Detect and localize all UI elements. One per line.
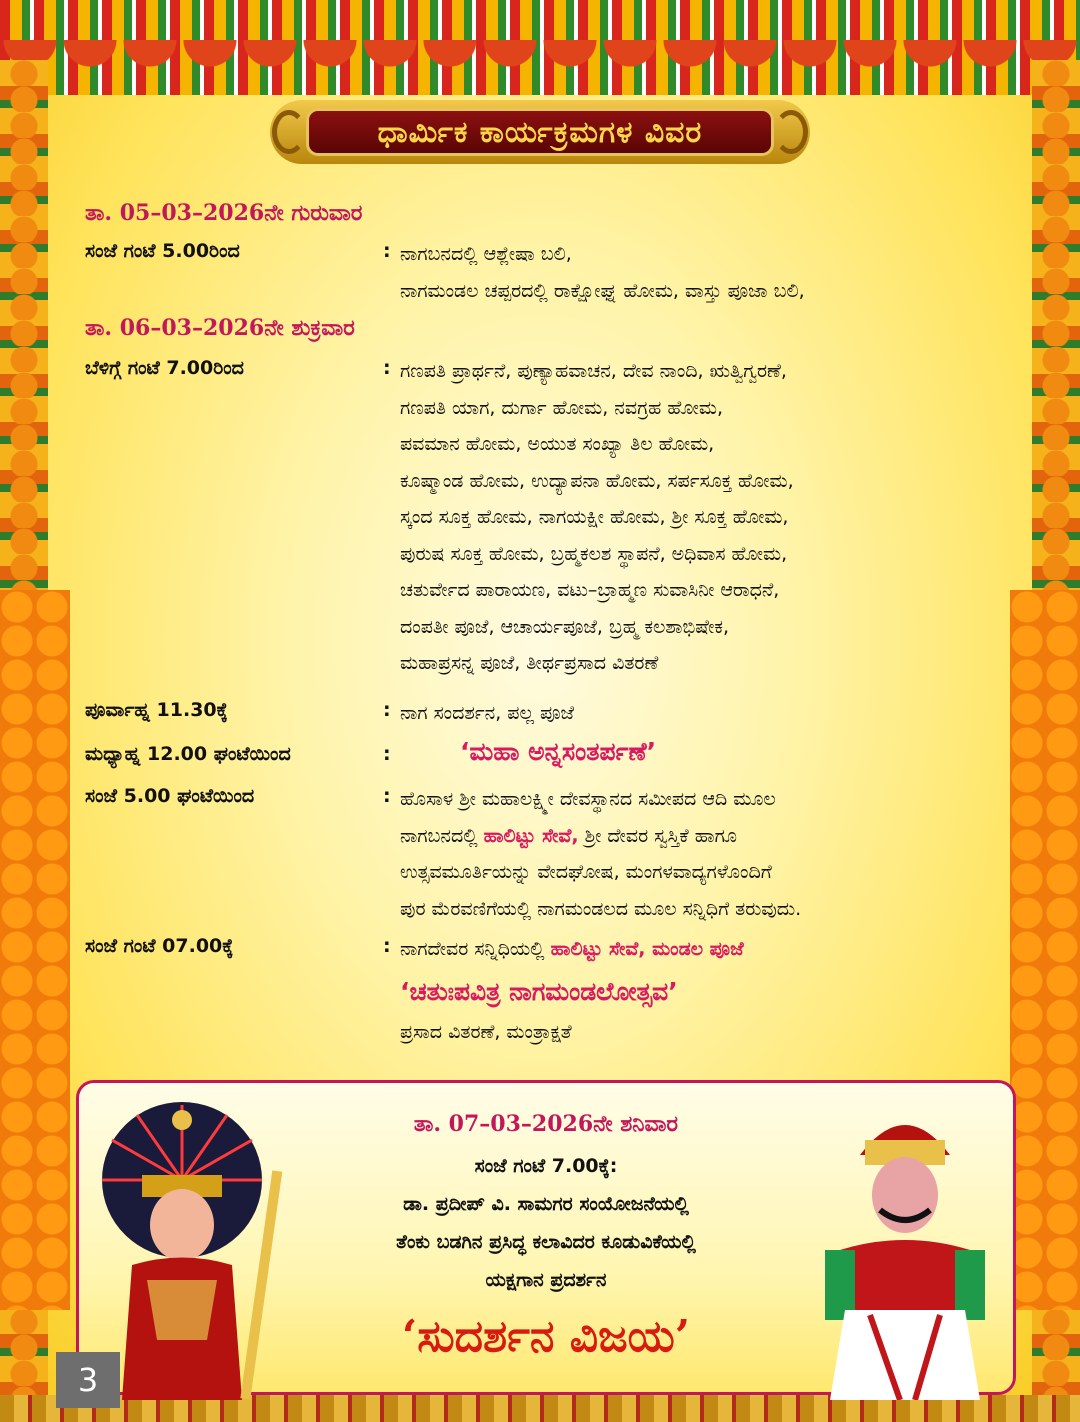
top-flower-garland [0, 0, 1080, 95]
yakshagana-dancer-left-image [92, 1100, 287, 1400]
event-line: ನಾಗಮಂಡಲ ಚಪ್ಪರದಲ್ಲಿ ರಾಕ್ಷೋಘ್ನ ಹೋಮ, ವಾಸ್ತು ಪೂಜಾ ಬಲಿ, [400, 279, 805, 302]
page-number: 3 [56, 1352, 120, 1408]
day-heading-2: ತಾ. 06–03–2026ನೇ ಶುಕ್ರವಾರ [85, 315, 355, 341]
announcement-line: ಯಕ್ಷಗಾನ ಪ್ರದರ್ಶನ [485, 1269, 607, 1291]
time-label: ಸಂಜೆ ಗಂಟೆ 07.00ಕ್ಕೆ [85, 935, 234, 957]
page-title: ಧಾರ್ಮಿಕ ಕಾರ್ಯಕ್ರಮಗಳ ವಿವರ [377, 114, 703, 150]
drama-title: ‘ಸುದರ್ಶನ ವಿಜಯ’ [401, 1311, 691, 1362]
event-line: ಮಹಾಪ್ರಸನ್ನ ಪೂಜೆ, ತೀರ್ಥಪ್ರಸಾದ ವಿತರಣೆ [400, 652, 659, 674]
event-line: ನಾಗಬನದಲ್ಲಿ ಹಾಲಿಟ್ಟು ಸೇವೆ, ಶ್ರೀ ದೇವರ ಸ್ವಸ್ತಿಕೆ ಹಾಗೂ [400, 824, 737, 847]
scroll-ornament-right-icon [774, 110, 808, 154]
event-line: ನಾಗ ಸಂದರ್ಶನ, ಪಲ್ಲ ಪೂಜೆ [400, 702, 575, 724]
time-label: ಸಂಜೆ 5.00 ಘಂಟೆಯಿಂದ [85, 785, 255, 807]
separator: : [383, 240, 391, 262]
time-label: ಪೂರ್ವಾಹ್ನ 11.30ಕ್ಕೆ [85, 699, 228, 721]
event-line: ಉತ್ಸವಮೂರ್ತಿಯನ್ನು ವೇದಘೋಷ, ಮಂಗಳವಾದ್ಯಗಳೊಂದಿಗೆ [400, 861, 772, 883]
event-lines [400, 699, 1020, 736]
event-line [400, 972, 1020, 1018]
event-lines [400, 357, 1020, 686]
announcement-line: ತೆಂಕು ಬಡಗಿನ ಪ್ರಸಿದ್ಧ ಕಲಾವಿದರ ಕೂಡುವಿಕೆಯಲ್ಲಿ [396, 1231, 696, 1253]
event-line: ಸ್ಕಂದ ಸೂಕ್ತ ಹೋಮ, ನಾಗಯಕ್ಷೀ ಹೋಮ, ಶ್ರೀ ಸೂಕ್ತ ಹೋಮ, [400, 506, 789, 528]
event-line: ಪುರುಷ ಸೂಕ್ತ ಹೋಮ, ಬ್ರಹ್ಮಕಲಶ ಸ್ಥಾಪನೆ, ಅಧಿವಾಸ ಹೋಮ, [400, 542, 788, 565]
title-banner [270, 92, 810, 172]
event-line: ಗಣಪತಿ ಪ್ರಾರ್ಥನೆ, ಪುಣ್ಯಾಹವಾಚನ, ದೇವ ನಾಂದಿ, ಋತ್ವಿಗ್ವರಣೆ, [400, 360, 787, 382]
highlighted-text: ಹಾಲಿಟ್ಟು ಸೇವೆ, [483, 824, 579, 847]
event-lines [400, 240, 1020, 313]
right-marigold-pillar [1010, 590, 1080, 1310]
time-label: ಬೆಳಿಗ್ಗೆ ಗಂಟೆ 7.00ರಿಂದ [85, 357, 244, 379]
event-line: ಪವಮಾನ ಹೋಮ, ಅಯುತ ಸಂಖ್ಯಾ ತಿಲ ಹೋಮ, [400, 433, 715, 455]
event-line: ಗಣಪತಿ ಯಾಗ, ದುರ್ಗಾ ಹೋಮ, ನವಗ್ರಹ ಹೋಮ, [400, 396, 723, 419]
announcement-line: ಸಂಜೆ ಗಂಟೆ 7.00ಕ್ಕೆ: [474, 1155, 618, 1177]
event-line: ನಾಗದೇವರ ಸನ್ನಿಧಿಯಲ್ಲಿ ಹಾಲಿಟ್ಟು ಸೇವೆ, ಮಂಡಲ ಪೂಜೆ [400, 938, 744, 960]
event-lines [400, 935, 1020, 1054]
day-heading-3: ತಾ. 07–03–2026ನೇ ಶನಿವಾರ [413, 1111, 679, 1137]
highlighted-text: ಹಾಲಿಟ್ಟು ಸೇವೆ, ಮಂಡಲ ಪೂಜೆ [550, 938, 744, 960]
time-label: ಸಂಜೆ ಗಂಟೆ 5.00ರಿಂದ [85, 240, 240, 262]
day-heading-1: ತಾ. 05–03–2026ನೇ ಗುರುವಾರ [85, 200, 363, 226]
event-lines [400, 785, 1020, 931]
special-event-title: ‘ಚತುಃಪವಿತ್ರ ನಾಗಮಂಡಲೋತ್ಸವ’ [400, 976, 678, 1006]
event-lines [460, 737, 1080, 767]
separator: : [383, 935, 391, 957]
event-line: ಚತುರ್ವೇದ ಪಾರಾಯಣ, ವಟು–ಬ್ರಾಹ್ಮಣ ಸುವಾಸಿನೀ ಆರಾಧನೆ, [400, 579, 780, 601]
left-marigold-pillar [0, 590, 70, 1310]
event-line: ಪುರ ಮೆರವಣಿಗೆಯಲ್ಲಿ ನಾಗಮಂಡಲದ ಮೂಲ ಸನ್ನಿಧಿಗೆ ತರುವುದು. [400, 897, 802, 920]
separator: : [383, 699, 391, 721]
yakshagana-dancer-right-image [820, 1100, 990, 1400]
separator: : [383, 785, 391, 807]
time-label: ಮಧ್ಯಾಹ್ನ 12.00 ಘಂಟೆಯಿಂದ [85, 743, 291, 765]
event-line: ನಾಗಬನದಲ್ಲಿ ಆಶ್ಲೇಷಾ ಬಲಿ, [400, 243, 572, 265]
event-line: ಹೊಸಾಳ ಶ್ರೀ ಮಹಾಲಕ್ಷ್ಮೀ ದೇವಸ್ಥಾನದ ಸಮೀಪದ ಆದಿ ಮೂಲ [400, 788, 776, 810]
separator: : [383, 357, 391, 379]
announcement-line: ಡಾ. ಪ್ರದೀಪ್ ವಿ. ಸಾಮಗರ ಸಂಯೋಜನೆಯಲ್ಲಿ [403, 1193, 689, 1215]
special-event-title: ‘ಮಹಾ ಅನ್ನಸಂತರ್ಪಣೆ’ [460, 737, 657, 766]
event-line: ಪ್ರಸಾದ ವಿತರಣೆ, ಮಂತ್ರಾಕ್ಷತೆ [400, 1020, 572, 1043]
event-line: ಕೂಷ್ಮಾಂಡ ಹೋಮ, ಉದ್ಯಾಪನಾ ಹೋಮ, ಸರ್ಪಸೂಕ್ತ ಹೋಮ, [400, 469, 794, 492]
event-line: ದಂಪತೀ ಪೂಜೆ, ಆಚಾರ್ಯಪೂಜೆ, ಬ್ರಹ್ಮ ಕಲಶಾಭಿಷೇಕ, [400, 615, 729, 638]
title-plate [306, 108, 774, 156]
separator: : [383, 743, 391, 765]
scroll-ornament-left-icon [272, 110, 306, 154]
